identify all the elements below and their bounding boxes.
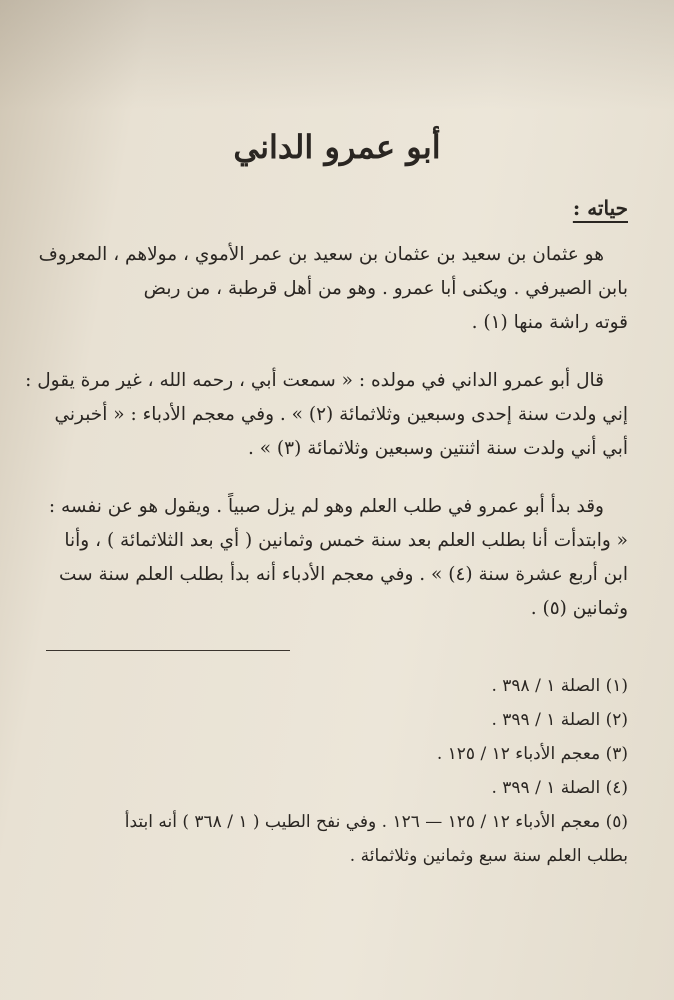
text-line: قوته راشة منها (١) . xyxy=(471,312,628,333)
paragraph-3 xyxy=(46,490,628,626)
text-line: « وابتدأت أنا بطلب العلم بعد سنة خمس وثمانين ( أي بعد الثلاثمائة ) ، وأنا xyxy=(64,530,628,551)
paragraph-1 xyxy=(38,238,628,340)
chapter-title: أبو عمرو الداني xyxy=(233,128,441,166)
text-line: قال أبو عمرو الداني في مولده : « سمعت أبي ، رحمه الله ، غير مرة يقول : xyxy=(25,370,604,391)
text-line: هو عثمان بن سعيد بن عثمان بن سعيد بن عمر الأموي ، مولاهم ، المعروف xyxy=(38,244,604,265)
page-content xyxy=(25,128,628,873)
section-heading: حياته : xyxy=(572,196,628,220)
footnote: بطلب العلم سنة سبع وثمانين وثلاثمائة . xyxy=(349,846,628,866)
footnote-separator xyxy=(46,650,290,651)
text-line: ابن أربع عشرة سنة (٤) » . وفي معجم الأدباء أنه بدأ بطلب العلم سنة ست xyxy=(59,564,628,585)
paragraph-2 xyxy=(25,364,628,466)
footnote: (٥) معجم الأدباء ١٢ / ١٢٥ — ١٢٦ . وفي نفح الطيب ( ١ / ٣٦٨ ) أنه ابتدأ xyxy=(124,812,628,832)
text-line: إني ولدت سنة إحدى وسبعين وثلاثمائة (٢) » . وفي معجم الأدباء : « أخبرني xyxy=(54,404,628,425)
text-line: وثمانين (٥) . xyxy=(530,598,628,619)
page-bleed-through xyxy=(0,0,674,110)
footnotes xyxy=(46,669,628,873)
footnote: (٢) الصلة ١ / ٣٩٩ . xyxy=(491,710,628,730)
footnote: (١) الصلة ١ / ٣٩٨ . xyxy=(491,676,628,696)
footnote: (٣) معجم الأدباء ١٢ / ١٢٥ . xyxy=(436,744,628,764)
text-line: وقد بدأ أبو عمرو في طلب العلم وهو لم يزل صبياً . ويقول هو عن نفسه : xyxy=(48,496,604,517)
text-line: بابن الصيرفي . ويكنى أبا عمرو . وهو من أهل قرطبة ، من ربض xyxy=(143,278,628,299)
text-line: أبي أني ولدت سنة اثنتين وسبعين وثلاثمائة (٣) » . xyxy=(247,438,628,459)
footnote: (٤) الصلة ١ / ٣٩٩ . xyxy=(491,778,628,798)
